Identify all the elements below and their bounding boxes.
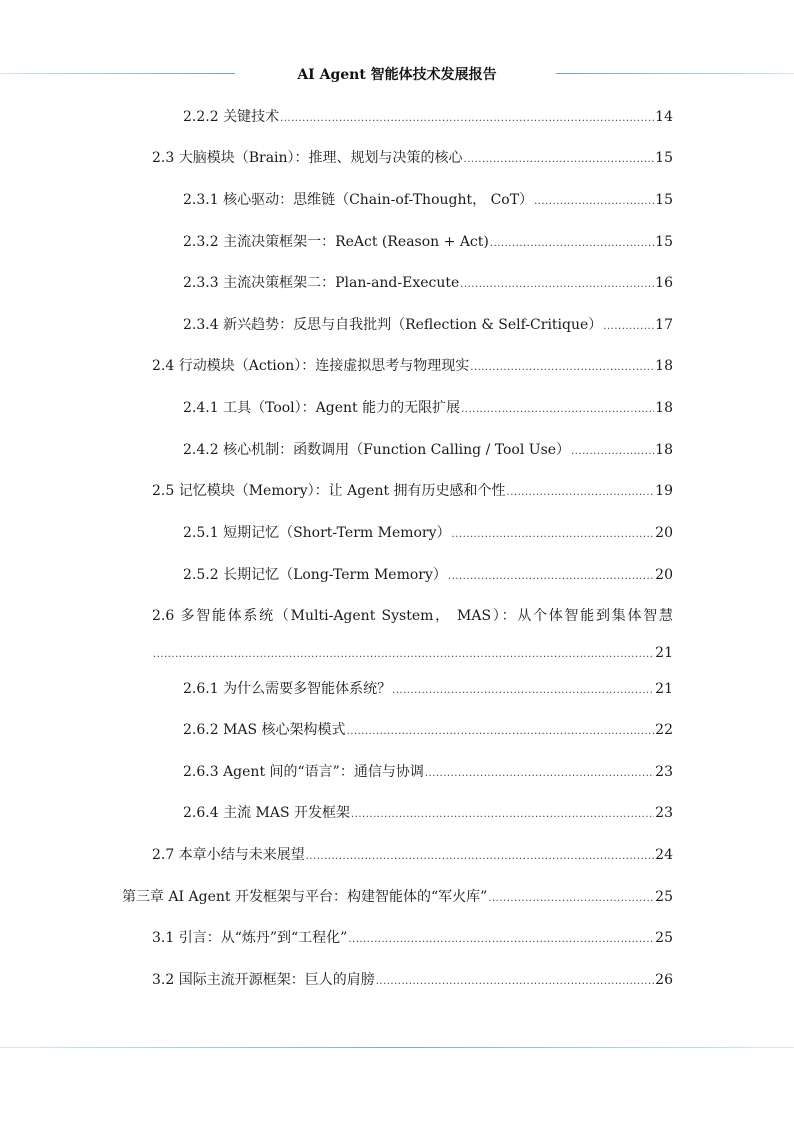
toc-entry[interactable] xyxy=(152,356,673,376)
toc-entry-title: 2.6.1 为什么需要多智能体系统？ xyxy=(183,681,392,697)
toc-entry-title: 2.6.4 主流 MAS 开发框架 xyxy=(183,805,351,821)
toc-entry-title: 2.2.2 关键技术 xyxy=(183,109,280,125)
toc-entry[interactable] xyxy=(183,565,673,585)
toc-page-number: 21 xyxy=(655,681,673,697)
toc-entry[interactable] xyxy=(183,190,673,210)
toc-entry-title: 第三章 AI Agent 开发框架与平台：构建智能体的“军火库” xyxy=(122,889,488,905)
toc-leader-dots xyxy=(507,483,655,503)
toc-entry[interactable] xyxy=(183,720,673,740)
toc-entry[interactable] xyxy=(152,845,673,865)
toc-leader-dots xyxy=(348,930,654,950)
toc-leader-dots xyxy=(461,400,654,420)
toc-page-number: 16 xyxy=(655,275,673,291)
toc-leader-dots xyxy=(534,192,654,212)
toc-page-number: 17 xyxy=(655,317,673,333)
toc-entry[interactable] xyxy=(183,523,673,543)
toc-entry-title: 2.7 本章小结与未来展望 xyxy=(152,847,305,863)
toc-entry[interactable] xyxy=(152,148,673,168)
toc-entry[interactable] xyxy=(152,481,673,501)
toc-page-number: 19 xyxy=(655,483,673,499)
toc-page-number: 18 xyxy=(655,358,673,374)
page-header-title: AI Agent 智能体技术发展报告 xyxy=(297,67,497,83)
toc-entry-title: 3.1 引言：从“炼丹”到“工程化” xyxy=(152,930,348,946)
toc-page-number: 15 xyxy=(655,192,673,208)
toc-entry-wrapped-title[interactable]: 2.6 多智能体系统（Multi-Agent System， MAS）：从个体智能到集体智慧 xyxy=(152,608,673,624)
header-rule-right xyxy=(556,73,794,74)
toc-entry-title: 3.2 国际主流开源框架：巨人的肩膀 xyxy=(152,972,375,988)
toc-page-number: 18 xyxy=(655,400,673,416)
toc-leader-dots xyxy=(153,645,654,665)
toc-entry-title: 2.3.3 主流决策框架二：Plan-and-Execute xyxy=(183,275,460,291)
toc-page-number: 14 xyxy=(655,109,673,125)
toc-page-number: 25 xyxy=(655,889,673,905)
toc-entry-title: 2.4.1 工具（Tool）：Agent 能力的无限扩展 xyxy=(183,400,461,416)
toc-entry[interactable] xyxy=(183,398,673,418)
toc-entry[interactable] xyxy=(152,928,673,948)
toc-entry-title: 2.6.2 MAS 核心架构模式 xyxy=(183,722,346,738)
toc-leader-dots xyxy=(603,317,654,337)
toc-leader-dots xyxy=(376,972,654,992)
toc-leader-dots xyxy=(392,681,654,701)
toc-page-number: 25 xyxy=(655,930,673,946)
toc-entry[interactable] xyxy=(183,440,673,460)
toc-entry-title: 2.5.2 长期记忆（Long-Term Memory） xyxy=(183,567,447,583)
toc-entry-title: 2.5 记忆模块（Memory）：让 Agent 拥有历史感和个性 xyxy=(152,483,506,499)
toc-page-number: 22 xyxy=(655,722,673,738)
toc-entry-title: 2.4 行动模块（Action）：连接虚拟思考与物理现实 xyxy=(152,358,470,374)
toc-page-number: 20 xyxy=(655,567,673,583)
toc-leader-dots xyxy=(571,442,654,462)
toc-leader-dots xyxy=(351,805,654,825)
toc-entry[interactable] xyxy=(183,679,673,699)
toc-entry-title: 2.6.3 Agent 间的“语言”：通信与协调 xyxy=(183,764,424,780)
toc-page-number: 15 xyxy=(655,150,673,166)
toc-page-number: 23 xyxy=(655,764,673,780)
toc-page-number: 23 xyxy=(655,805,673,821)
toc-leader-dots xyxy=(470,358,654,378)
toc-leader-dots xyxy=(490,234,654,254)
toc-leader-dots xyxy=(452,525,655,545)
toc-entry[interactable] xyxy=(183,315,673,335)
toc-leader-dots xyxy=(488,889,654,909)
toc-entry-title: 2.5.1 短期记忆（Short-Term Memory） xyxy=(183,525,451,541)
toc-entry[interactable] xyxy=(183,762,673,782)
toc-page-number: 20 xyxy=(655,525,673,541)
toc-entry[interactable] xyxy=(183,232,673,252)
toc-page-number: 15 xyxy=(655,234,673,250)
toc-leader-dots xyxy=(347,722,655,742)
toc-leader-dots xyxy=(280,109,654,129)
toc-entry-wrapped-continuation[interactable] xyxy=(152,643,673,663)
toc-page-number: 18 xyxy=(655,442,673,458)
toc-entry[interactable] xyxy=(122,887,673,907)
toc-entry-title: 2.3.2 主流决策框架一：ReAct (Reason + Act) xyxy=(183,234,489,250)
toc-entry[interactable] xyxy=(183,273,673,293)
toc-entry-title: 2.3.1 核心驱动：思维链（Chain-of-Thought， CoT） xyxy=(183,192,534,208)
toc-leader-dots xyxy=(460,275,654,295)
toc-entry-title: 2.3 大脑模块（Brain）：推理、规划与决策的核心 xyxy=(152,150,463,166)
toc-page-number: 21 xyxy=(655,645,673,661)
toc-leader-dots xyxy=(448,567,654,587)
toc-entry[interactable] xyxy=(183,107,673,127)
toc-entry[interactable] xyxy=(152,970,673,990)
toc-leader-dots xyxy=(464,150,655,170)
toc-page-number: 26 xyxy=(655,972,673,988)
toc-entry-title: 2.3.4 新兴趋势：反思与自我批判（Reflection & Self-Critique） xyxy=(183,317,603,333)
toc-entry-title: 2.4.2 核心机制：函数调用（Function Calling / Tool Use） xyxy=(183,442,571,458)
toc-leader-dots xyxy=(306,847,654,867)
footer-rule xyxy=(0,1047,794,1048)
toc-leader-dots xyxy=(425,764,654,784)
toc-page-number: 24 xyxy=(655,847,673,863)
toc-entry[interactable] xyxy=(183,803,673,823)
